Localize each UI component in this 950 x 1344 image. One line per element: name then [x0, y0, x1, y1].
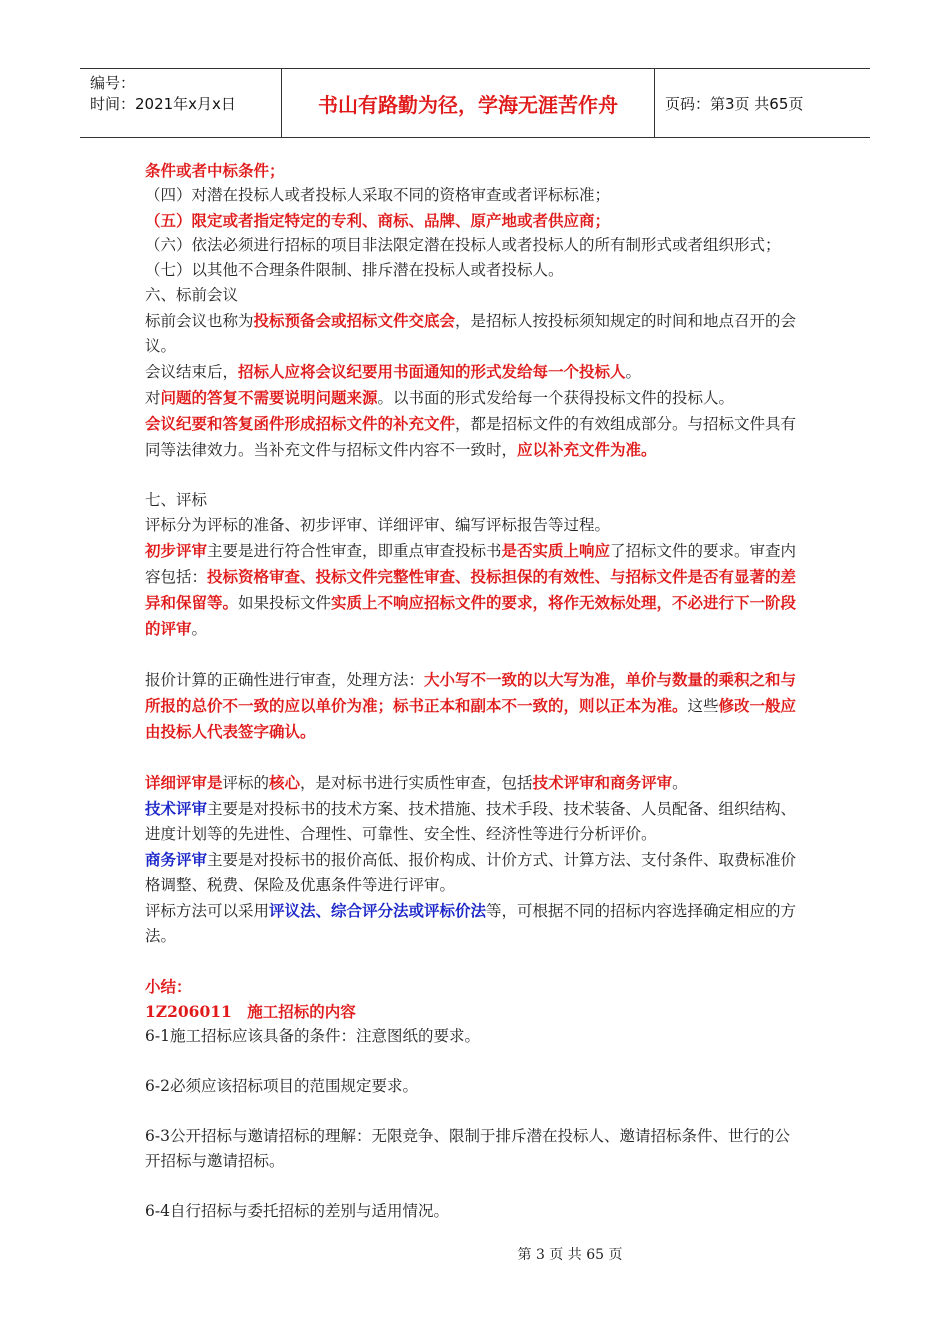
list-item: （五）限定或者指定特定的专利、商标、品牌、原产地或者供应商；	[145, 211, 611, 230]
section-heading: 七、评标	[145, 491, 208, 509]
document-number: 编号：	[90, 74, 136, 92]
text-run: 主要是对投标书的技术方案、技术措施、技术手段、技术装备、人员配备、组织结构、进度计划等的先进性、合理性、可靠性、安全性、经济性等进行分析评价。	[145, 800, 797, 843]
emphasis-text: 是否实质上响应	[501, 541, 611, 560]
spacer	[145, 1099, 805, 1124]
text-run: 主要是进行符合性审查，即重点审查投标书	[207, 542, 502, 560]
summary-item: 6-1施工招标应该具备的条件：注意图纸的要求。	[145, 1027, 480, 1045]
text-run: 会议结束后，	[145, 363, 239, 381]
emphasis-text: 投标资格审查、投标文件完整性审查、投标担保的有效性、与招标文件是否有显著的差异和保留等。	[145, 567, 797, 612]
emphasis-text: 初步评审	[145, 541, 208, 560]
text-run: 报价计算的正确性进行审查，处理方法：	[145, 671, 425, 689]
header-meta	[80, 69, 282, 137]
summary-item: 6-2必须应该招标项目的范围规定要求。	[145, 1077, 418, 1095]
spacer	[145, 949, 805, 974]
text-run: 等，可根据不同的招标内容选择确定相应的方法。	[145, 902, 797, 945]
paragraph	[145, 359, 805, 385]
section-heading: 六、标前会议	[145, 286, 239, 304]
list-item: （七）以其他不合理条件限制、排斥潜在投标人或者投标人。	[145, 261, 564, 279]
text-run: 。	[672, 774, 688, 792]
paragraph	[145, 847, 805, 898]
text-run: 这些	[687, 697, 719, 715]
list-item: （六）依法必须进行招标的项目非法限定潜在投标人或者投标人的所有制形式或者组织形式；	[145, 236, 781, 254]
blue-emphasis-text: 商务评审	[145, 850, 208, 869]
emphasis-text: 核心	[269, 773, 301, 792]
paragraph	[145, 308, 805, 359]
text-run: 如果投标文件	[238, 594, 332, 612]
spacer	[145, 463, 805, 488]
emphasis-text: 修改一般应由投标人代表签字确认。	[145, 696, 797, 741]
paragraph	[145, 667, 805, 745]
paragraph: 条件或者中标条件；	[145, 161, 285, 180]
header-page-number: 页码：第3页 共65页	[665, 94, 804, 113]
paragraph	[145, 898, 805, 949]
emphasis-text: 会议纪要和答复函件形成招标文件的补充文件	[145, 414, 456, 433]
spacer	[145, 642, 805, 667]
text-run: ，都是招标文件的有效组成部分。与招标文件具有同等法律效力。当补充文件与招标文件内容不一致时，	[145, 415, 797, 459]
blue-emphasis-text: 技术评审	[145, 799, 208, 818]
paragraph	[145, 411, 805, 463]
emphasis-text: 大小写不一致的以大写为准，单价与数量的乘积之和与所报的总价不一致的应以单价为准；标书正本和副本不一致的，则以正本为准。	[145, 670, 797, 715]
paragraph	[145, 796, 805, 847]
text-run: 了招标文件的要求。审查内容包括：	[145, 542, 797, 586]
text-run: 主要是对投标书的报价高低、报价构成、计价方式、计算方法、支付条件、取费标准价格调整、税费、保险及优惠条件等进行评审。	[145, 851, 797, 894]
emphasis-text: 实质上不响应招标文件的要求，将作无效标处理，不必进行下一阶段的评审	[145, 593, 797, 638]
emphasis-text: 详细评审是	[145, 773, 223, 792]
spacer	[145, 1049, 805, 1074]
paragraph	[145, 770, 805, 796]
blue-emphasis-text: 评议法、综合评分法或评标价法	[269, 901, 487, 920]
emphasis-text: 应以补充文件为准。	[517, 440, 657, 459]
emphasis-text: 招标人应将会议纪要用书面通知的形式发给每一个投标人	[238, 362, 626, 381]
text-run: 对	[145, 389, 161, 407]
summary-item: 6-4自行招标与委托招标的差别与适用情况。	[145, 1202, 449, 1220]
text-run: 。	[625, 363, 642, 381]
emphasis-text: 问题的答复不需要说明问题来源	[160, 388, 378, 407]
emphasis-text: 技术评审和商务评审	[532, 773, 673, 792]
text-run: 。	[191, 620, 208, 638]
paragraph	[145, 538, 805, 642]
page-footer: 第 3 页 共 65 页	[517, 1247, 623, 1263]
page-header	[80, 68, 870, 138]
summary-heading: 小结：	[145, 977, 192, 996]
emphasis-text: 投标预备会或招标文件交底会	[253, 311, 456, 330]
text-run: ，是对标书进行实质性审查，包括	[300, 774, 533, 792]
text-run: 标前会议也称为	[145, 312, 254, 330]
document-body	[145, 158, 805, 1224]
text-run: 评标方法可以采用	[145, 902, 270, 920]
header-motto: 书山有路勤为径，学海无涯苦作舟	[282, 69, 655, 137]
list-item: （四）对潜在投标人或者投标人采取不同的资格审查或者评标标准；	[145, 186, 611, 204]
text-run: 评标的	[222, 774, 270, 792]
summary-item: 6-3公开招标与邀请招标的理解：无限竞争、限制于排斥潜在投标人、邀请招标条件、世行的公开招标与邀请招标。	[145, 1127, 790, 1170]
paragraph: 评标分为评标的准备、初步评审、详细评审、编写评标报告等过程。	[145, 516, 611, 534]
text-run: ，是招标人按投标须知规定的时间和地点召开的会议。	[145, 312, 797, 355]
spacer	[145, 1174, 805, 1199]
spacer	[145, 745, 805, 770]
paragraph	[145, 385, 805, 411]
text-run: 。以书面的形式发给每一个获得投标文件的投标人。	[377, 389, 735, 407]
section-code-heading: 1Z206011 施工招标的内容	[145, 1002, 356, 1021]
document-date: 时间：2021年x月x日	[90, 95, 236, 113]
